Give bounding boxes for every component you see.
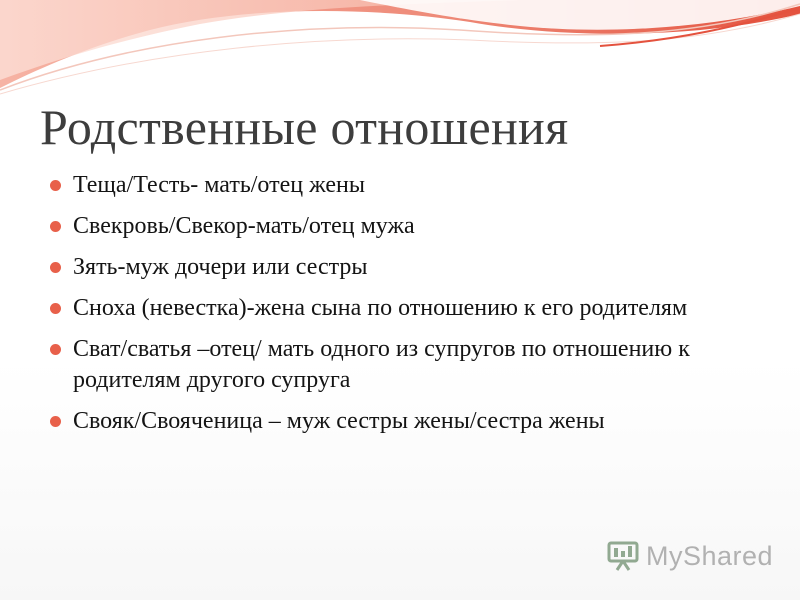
bullet-dot-icon <box>50 180 61 191</box>
list-item-text: Зять-муж дочери или сестры <box>73 254 368 280</box>
list-item-text: Свекровь/Свекор-мать/отец мужа <box>73 213 415 239</box>
list-item-text: Сват/сватья –отец/ мать одного из супругов по отношению к родителям другого супруга <box>73 336 690 393</box>
bullet-dot-icon <box>50 303 61 314</box>
list-item <box>48 334 748 396</box>
bullet-dot-icon <box>50 221 61 232</box>
watermark-text: MyShared <box>646 540 774 571</box>
list-item <box>48 170 748 201</box>
list-item <box>48 252 748 283</box>
bullet-dot-icon <box>50 262 61 273</box>
bullet-dot-icon <box>50 416 61 427</box>
bullet-list <box>48 170 748 447</box>
list-item <box>48 293 748 324</box>
list-item-text: Свояк/Свояченица – муж сестры жены/сестра жены <box>73 408 605 434</box>
watermark <box>606 536 773 576</box>
list-item-text: Теща/Тесть- мать/отец жены <box>73 172 365 198</box>
list-item-text: Сноха (невестка)-жена сына по отношению к его родителям <box>73 295 688 321</box>
list-item <box>48 406 748 437</box>
list-item <box>48 211 748 242</box>
presentation-board-icon <box>606 539 640 573</box>
header-wave-decoration <box>0 0 800 100</box>
bullet-dot-icon <box>50 344 61 355</box>
slide-title: Родственные отношения <box>40 99 569 155</box>
